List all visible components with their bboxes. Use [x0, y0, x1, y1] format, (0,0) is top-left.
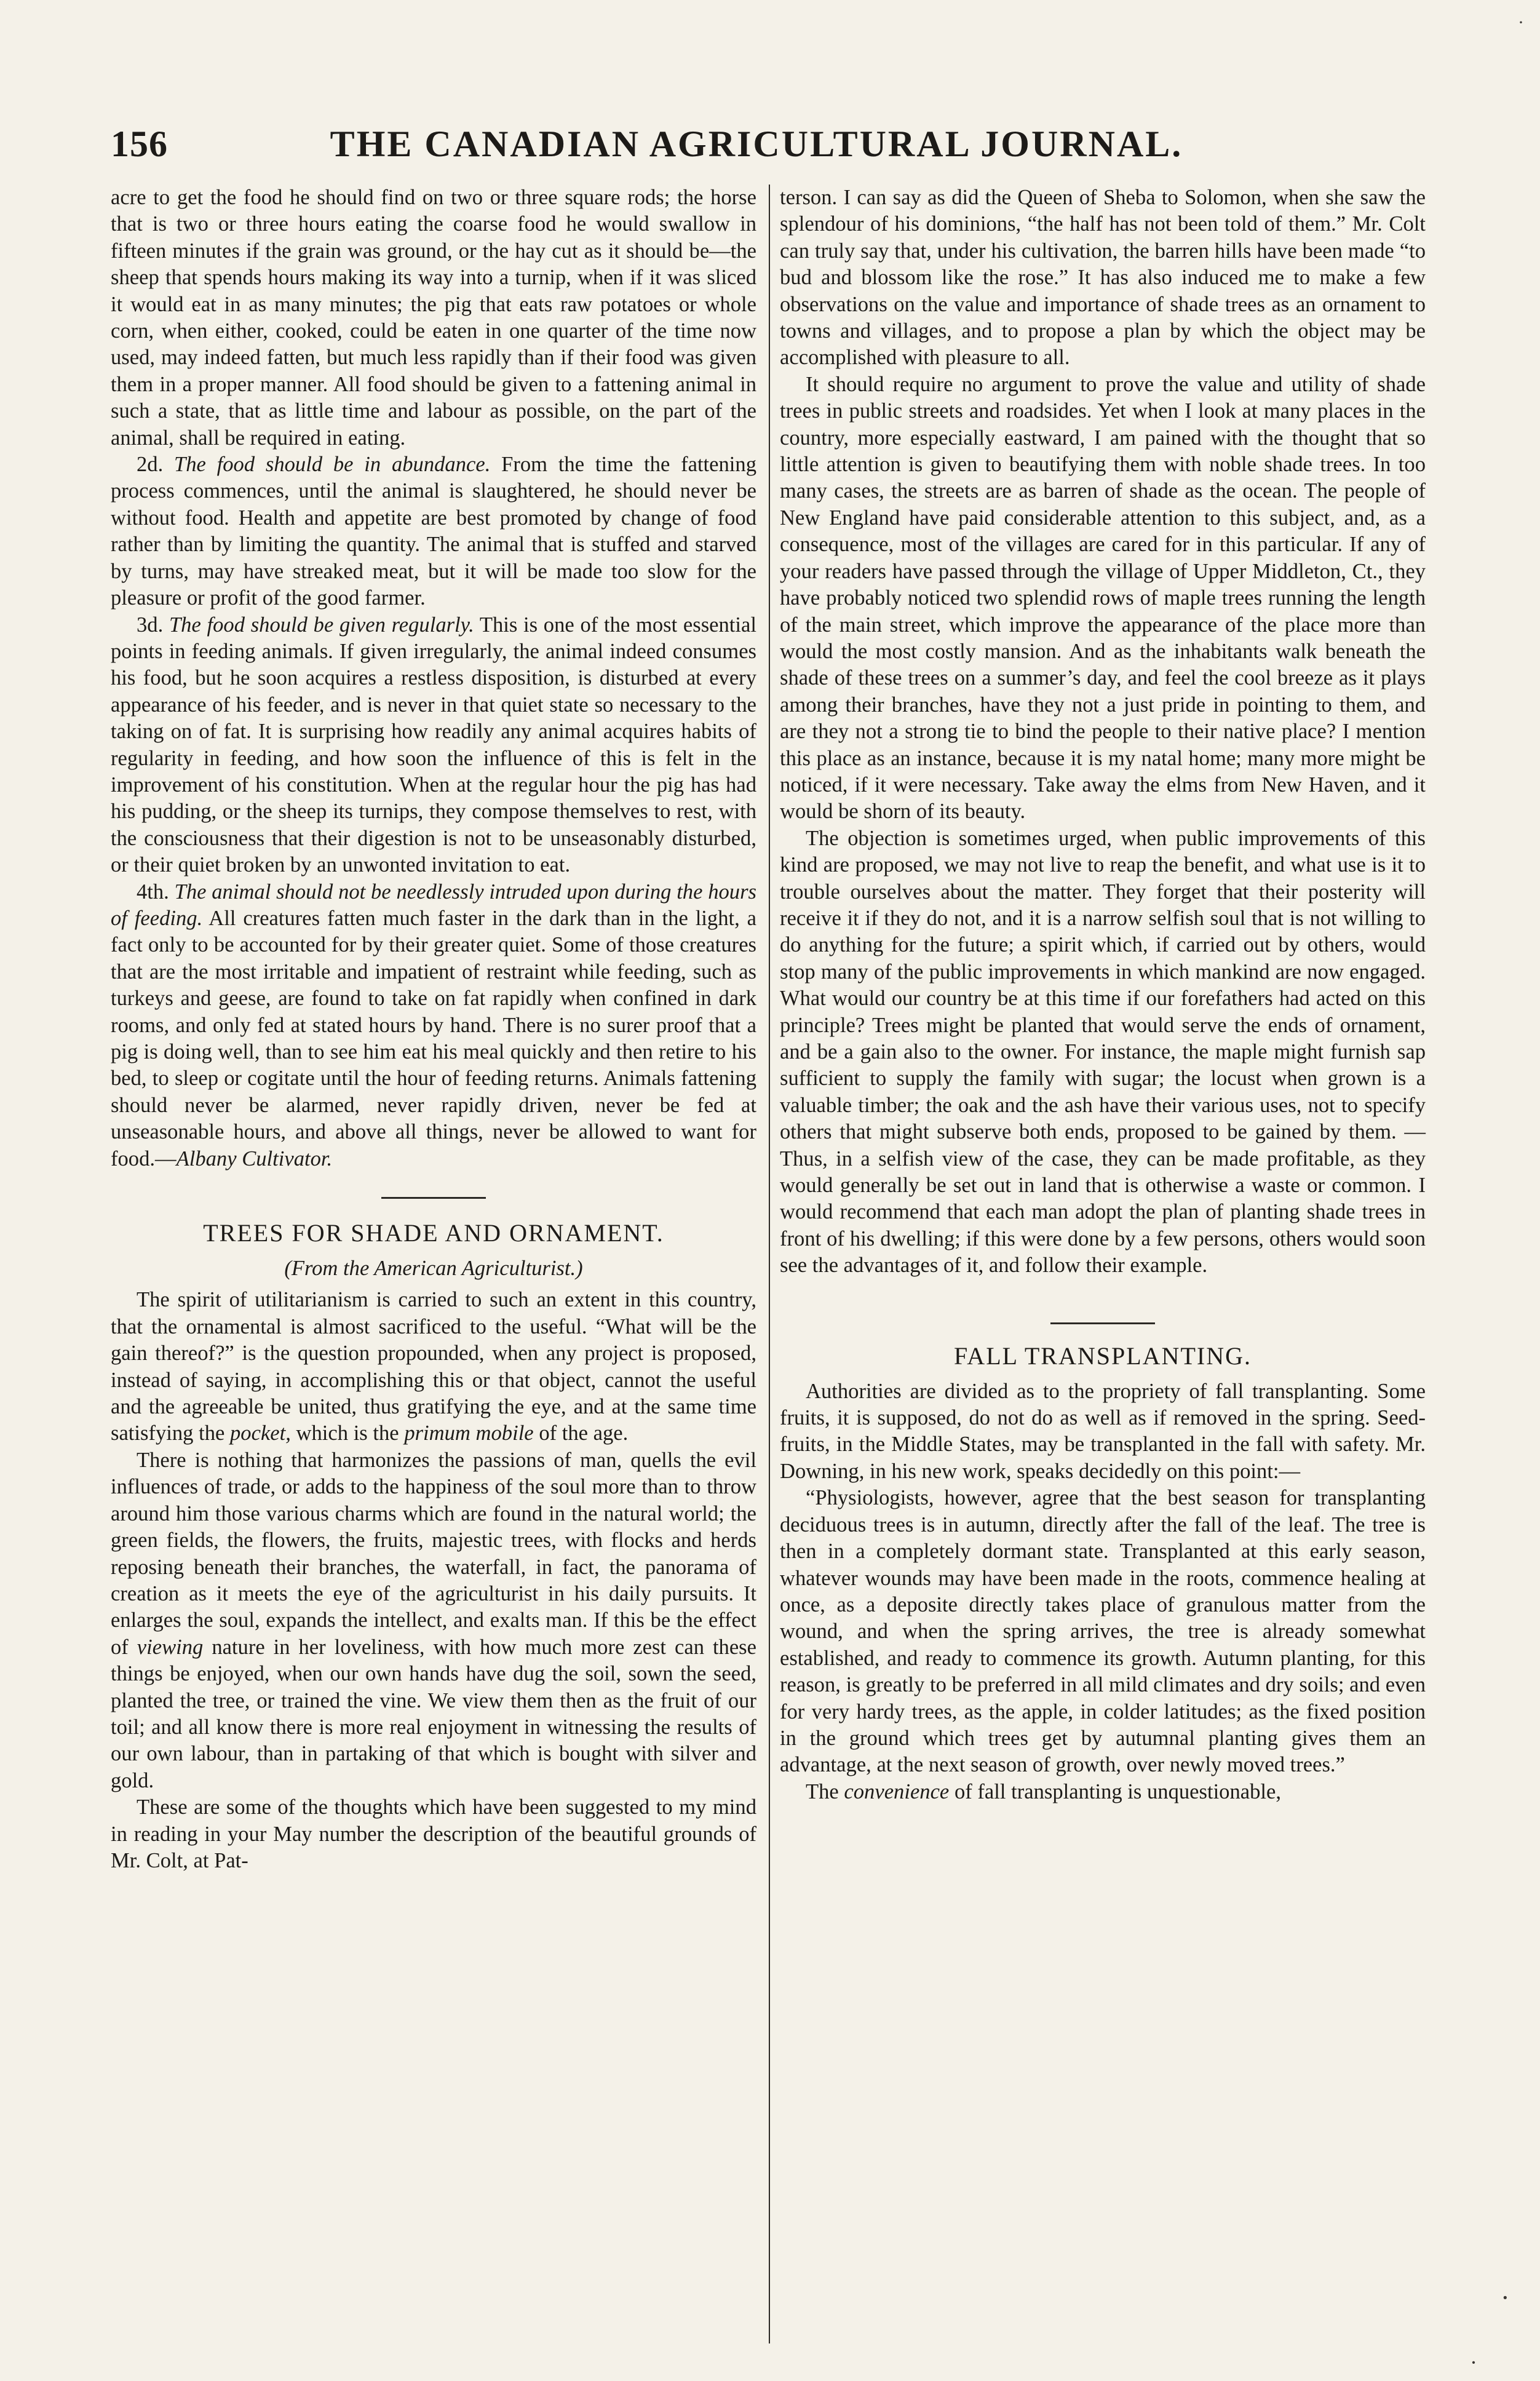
trees-paragraph-5: The objection is sometimes urged, when public improvements of this kind are proposed, we may not live to reap the benefit, and what use is it to trouble ourselves about the matter. They forget that their posterity will receive it if they do not, and it is a narrow selfish soul that is not willing to do anything for the future; a spirit which, if carried out by others, would stop many of the public improvements in which mankind are now engaged. What would our country be at this time if our forefathers had acted on this principle? Trees might be planted that would serve the ends of ornament, and be a gain also to the owner. For instance, the maple might furnish sap sufficient to supply the family with sugar; the locust when grown is a valuable timber; the oak and the ash have their various uses, not to specify others that might subserve both ends, proposed to be gained by them. —Thus, in a selfish view of the case, they can be made profitable, as they would generally be set out in land that is otherwise a waste or common. I would recommend that each man adopt the plan of planting shade trees in front of his dwelling; if this were done by a few persons, others would soon see the advantages of it, and follow their example. — [780, 826, 1426, 1278]
right-column — [780, 185, 1426, 1805]
page-number: 156 — [111, 124, 168, 164]
section-divider-2 — [1050, 1322, 1155, 1324]
rule-2-text: From the time the fattening process commences, until the animal is slaughtered, he should never be without food. Health and appetite are best promoted by change of food rather than by limiting the quantity. The animal that is stuffed and starved by turns, may have streaked meat, but it will be made too slow for the pleasure or profit of the good farmer. — [111, 453, 756, 610]
rule-3-text: This is one of the most essential points in feeding animals. If given irregularly, the animal indeed consumes his food, but he soon acquires a restless disposition, is disturbed at every appearance of his feeder, and is never in that quiet state so necessary to the taking on of fat. It is surprising how readily any animal acquires habits of regularity in feeding, and how soon the influence of this is felt in the improvement of his constitution. When at the regular hour the pig has had his pudding, or the sheep its turnips, they compose themselves to rest, with the consciousness that their digestion is not to be unseasonably disturbed, or their quiet broken by an unwonted invitation to eat. — [111, 613, 756, 877]
rule-4-paragraph — [111, 879, 756, 1172]
trees-p1-text-c: of the age. — [539, 1421, 629, 1445]
journal-title: THE CANADIAN AGRICULTURAL JOURNAL. — [330, 124, 1183, 164]
column-rule — [769, 185, 770, 2343]
fall-p3-text-a: The — [806, 1779, 839, 1803]
trees-paragraph-3-continued: terson. I can say as did the Queen of Sheba to Solomon, when she saw the splendour of his dominions, “the half has not been told of them.” Mr. Colt can truly say that, under his cultivation, the barren hills have been made “to bud and blossom like the rose.” It has also induced me to make a few observations on the value and importance of shade trees as an ornament to towns and villages, and to propose a plan by which the object may be accomplished with pleasure to all. — [780, 186, 1426, 370]
rule-4-title: The animal should not be needlessly intruded upon during the hours of feeding. — [111, 880, 756, 930]
rule-2-title: The food should be in abundance. — [174, 453, 491, 477]
scan-speck-2: · — [1470, 2350, 1477, 2375]
rule-3-paragraph — [111, 612, 756, 879]
rule-4-text: All creatures fatten much faster in the dark than in the light, a fact only to be accounted for by their greater quiet. Some of those creatures that are the most irritable and impatient of restraint while feeding, such as turkeys and geese, are found to take on fat rapidly when confined in dark rooms, and only fed at stated hours by hand. There is no surer proof that a pig is doing well, than to see him eat his meal quickly and then retire to his bed, to sleep or cogitate until the hour of feeding returns. Animals fattening should never be alarmed, never rapidly driven, never be fed at unseasonable hours, and above all things, never be allowed to want for food.— — [111, 906, 756, 1171]
trees-p2-text-b: nature in her loveliness, with how much more zest can these things be enjoyed, when our own hands have dug the soil, sown the seed, planted the tree, or trained the vine. We view them then as the fruit of our toil; and all know there is more real enjoyment in witnessing the results of our own labour, than in partaking of that which is bought with silver and gold. — [111, 1635, 756, 1792]
trees-source: (From the American Agriculturist.) — [284, 1257, 583, 1281]
page-header — [111, 123, 1402, 166]
rule-2-lead: 2d. — [137, 453, 164, 477]
intro-paragraph: acre to get the food he should find on two or three square rods; the horse that is two or three hours eating the coarse food he would swallow in fifteen minutes if the grain was ground, or the hay cut as it should be—the sheep that spends hours making its way into a turnip, when if it was sliced it would eat in as many minutes; the pig that eats raw potatoes or whole corn, when either, cooked, could be eaten in one quarter of the time now used, may indeed fatten, but much less rapidly than if their food was given them in a proper manner. All food should be given to a fattening animal in such a state, that as little time and labour as possible, on the part of the animal, shall be required in eating. — [111, 186, 756, 450]
fall-p3-convenience: convenience — [844, 1779, 950, 1803]
fall-p3-text-b: of fall transplanting is unquestionable, — [954, 1779, 1281, 1803]
trees-p1-pocket: pocket, — [230, 1421, 291, 1445]
trees-p2-text-a: There is nothing that harmonizes the passions of man, quells the evil influences of trade, or adds to the happiness of the soul more than to throw around him those various charms which are found in the natural world; the green fields, the flowers, the fruits, majestic trees, with flocks and herds reposing beneath their branches, the waterfall, in fact, the panorama of creation as it meets the eye of the agriculturist in his daily pursuits. It enlarges the soul, expands the intellect, and exalts man. If this be the effect of — [111, 1448, 756, 1659]
rule-3-title: The food should be given regularly. — [169, 613, 474, 637]
scan-mark: · — [1518, 12, 1524, 33]
rule-4-lead: 4th. — [137, 880, 169, 904]
fall-paragraph-3 — [780, 1779, 1426, 1805]
trees-p1-text-a: The spirit of utilitarianism is carried to such an extent in this country, that the ornamental is almost sacrificed to the useful. “What will be the gain thereof?” is the question propounded, when any project is proposed, instead of saying, in accomplishing this or that object, cannot the useful and the agreeable be united, thus gratifying the eye, and at the same time satisfying the — [111, 1288, 756, 1445]
section-divider — [381, 1197, 486, 1199]
trees-paragraph-1 — [111, 1287, 756, 1447]
trees-paragraph-3: These are some of the thoughts which have been suggested to my mind in reading in your May number the description of the beautiful grounds of Mr. Colt, at Pat- — [111, 1795, 756, 1872]
trees-p2-viewing: viewing — [137, 1635, 204, 1659]
fall-paragraph-1: Authorities are divided as to the propriety of fall transplanting. Some fruits, it is supposed, do not do as well as if removed in the spring. Seed-fruits, in the Middle States, may be transplanted in the fall with safety. Mr. Downing, in his new work, speaks decidedly on this point:— — [780, 1379, 1426, 1483]
rule-4-source: Albany Cultivator. — [176, 1147, 333, 1171]
scan-speck: · — [1501, 2283, 1510, 2313]
fall-paragraph-2: “Physiologists, however, agree that the best season for transplanting deciduous trees is in autumn, directly after the fall of the leaf. The tree is then in a completely dormant state. Transplanted at this early season, whatever wounds may have been made in the roots, commence healing at once, as a deposite directly takes place of granulous matter from the wound, and when the spring arrives, the tree is already somewhat established, and ready to commence its growth. Autumn planting, for this reason, is greatly to be preferred in all mild climates and dry soils; and even for very hardy trees, as the apple, in colder latitudes; as the fixed position in the ground which trees get by autumnal planting gives them an advantage, at the next season of growth, over newly moved trees.” — [780, 1486, 1426, 1777]
rule-3-lead: 3d. — [137, 613, 164, 637]
left-column — [111, 185, 756, 1874]
trees-paragraph-4: It should require no argument to prove the value and utility of shade trees in public streets and roadsides. Yet when I look at many places in the country, more especially eastward, I am pained with the thought that so little attention is given to beautifying them with noble shade trees. In too many cases, the streets are as barren of shade as the ocean. The people of New England have paid considerable attention to this subject, and, as a consequence, most of the villages are cared for in this particular. If any of your readers have passed through the village of Upper Middleton, Ct., they have probably noticed two splendid rows of maple trees running the length of the main street, which improve the appearance of the place more than would the most costly mansion. And as the inhabitants walk beneath the shade of these trees on a summer’s day, and feel the cool breeze as it plays among their branches, have they not a just pride in pointing to them, and are they not a strong tie to bind the people to their native place? I mention this place as an instance, because it is my natal home; many more might be noticed, if it were necessary. Take away the elms from New Haven, and it would be shorn of its beauty. — [780, 372, 1426, 824]
trees-paragraph-2 — [111, 1447, 756, 1794]
trees-p1-primum-mobile: primum mobile — [404, 1421, 534, 1445]
trees-p1-text-b: which is the — [296, 1421, 399, 1445]
trees-heading: TREES FOR SHADE AND ORNAMENT. — [203, 1219, 664, 1247]
fall-heading: FALL TRANSPLANTING. — [954, 1342, 1252, 1370]
rule-2-paragraph — [111, 451, 756, 611]
